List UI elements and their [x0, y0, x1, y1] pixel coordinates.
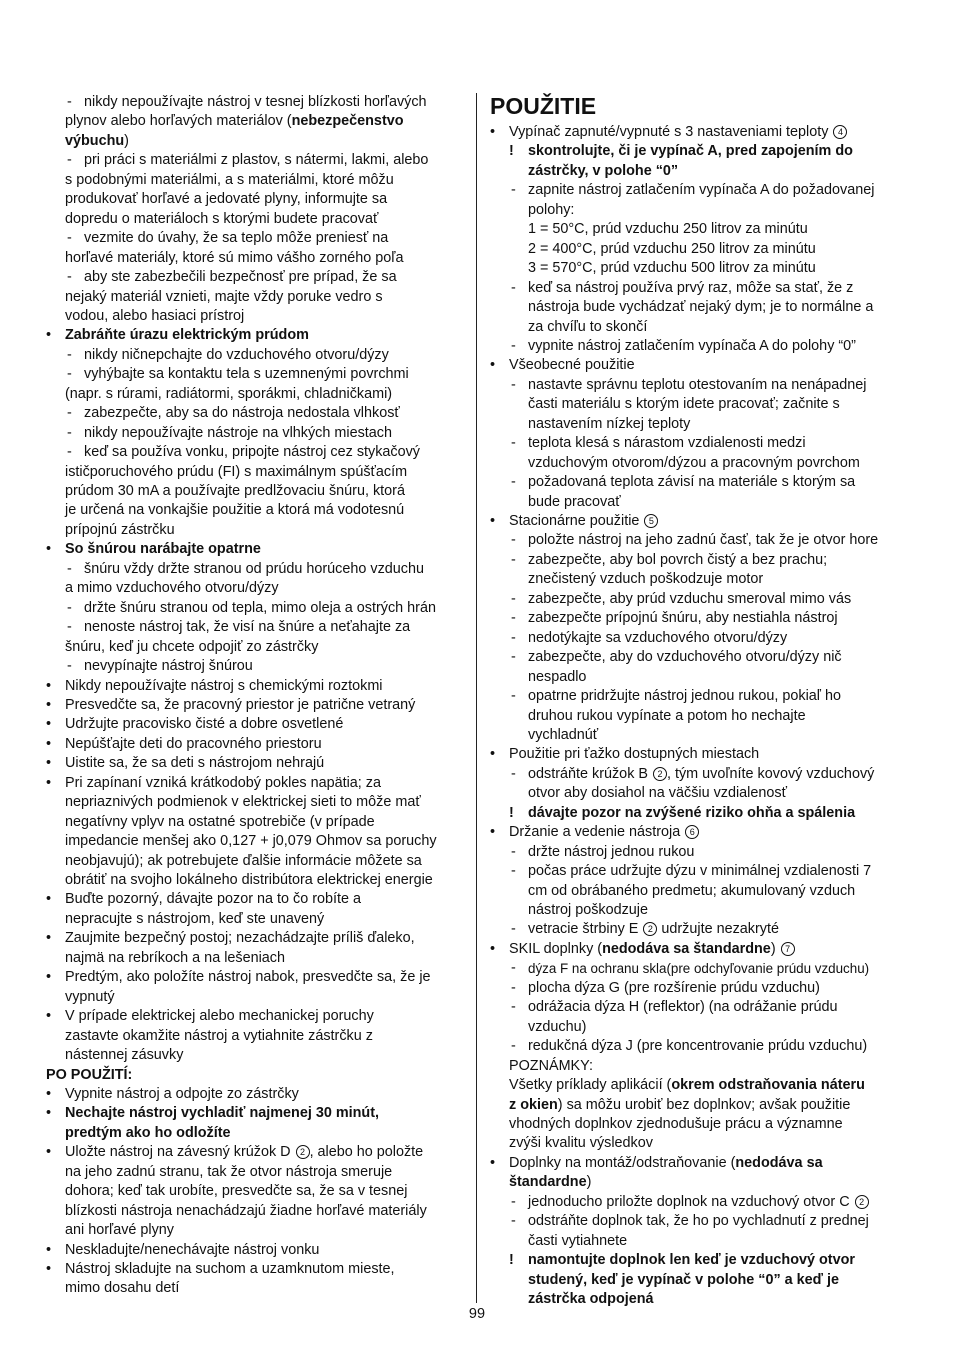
line-text: Presvedčte sa, že pracovný priestor je patrične vetraný: [65, 696, 416, 713]
line-text: prúdom 30 mA a používajte predlžovaciu šnúru, ktorá: [65, 483, 405, 499]
dash-marker: -: [67, 619, 72, 636]
line-text: neobjavujú); ak potrebujete ďalšie informácie môžete sa: [65, 852, 422, 869]
line-text: držte šnúru stranou od tepla, mimo oleja a ostrých hrán: [84, 599, 436, 616]
bullet-marker: •: [46, 969, 52, 986]
line-text: odrážacia dýza H (reflektor) (na odrážanie prúdu: [528, 999, 838, 1016]
dash-marker: -: [511, 843, 516, 860]
line-text: dohora; keď tak urobíte, presvedčte sa, že sa v tesnej: [65, 1183, 408, 1200]
line-text: nastavte správnu teplotu otestovaním na nenápadnej: [528, 376, 867, 393]
bullet-marker: •: [46, 1085, 52, 1102]
dash-marker: -: [511, 590, 516, 607]
text-run: Všetky príklady aplikácií (: [509, 1077, 672, 1094]
dash-marker: -: [511, 999, 516, 1016]
dash-marker: -: [67, 230, 72, 247]
text-run: Držanie a vedenie nástroja: [509, 824, 685, 841]
figure-reference-number: 5: [644, 514, 658, 528]
dash-marker: -: [511, 376, 516, 393]
line-text: šnúru vždy držte stranou od prúdu horúceho vzduchu: [84, 560, 424, 577]
warning-marker: !: [509, 143, 514, 160]
text-run: udržujte nezakryté: [657, 921, 779, 938]
line-text: 2 = 400°C, prúd vzduchu 250 litrov za minútu: [528, 240, 816, 257]
line-text: nikdy nepoužívajte nástroje na vlhkých miestach: [84, 424, 392, 441]
dash-marker: -: [511, 629, 516, 646]
line-text: Nepúšťajte deti do pracovného priestoru: [65, 735, 322, 752]
line-text: prípojnú zástrčku: [65, 521, 175, 538]
line-text: [509, 1173, 591, 1193]
text-run: jednoducho priložte doplnok na vzduchový otvor C: [528, 1193, 854, 1210]
line-text: držte nástroj jednou rukou: [528, 843, 695, 860]
text-run: odstráňte krúžok B: [528, 765, 652, 782]
dash-marker: -: [511, 921, 516, 938]
bullet-marker: •: [46, 891, 52, 908]
line-text: [528, 920, 779, 940]
dash-marker: -: [511, 1038, 516, 1055]
bullet-marker: •: [490, 357, 496, 374]
dash-marker: -: [67, 599, 72, 616]
line-text: Uistite sa, že sa deti s nástrojom nehrajú: [65, 755, 325, 772]
bullet-marker: •: [46, 755, 52, 772]
text-run: Doplnky na montáž/odstraňovanie (: [509, 1154, 736, 1171]
bullet-marker: •: [46, 541, 52, 558]
line-text: Všeobecné použitie: [509, 357, 635, 374]
line-text: predtým ako ho odložíte: [65, 1124, 231, 1141]
figure-reference-number: 2: [855, 1195, 869, 1209]
dash-marker: -: [67, 94, 72, 110]
line-text: aby ste zabezbečili bezpečnosť pre prípad, že sa: [84, 269, 397, 286]
dash-marker: -: [511, 863, 516, 880]
text-run: , tým uvoľníte kovový vzduchový: [666, 765, 875, 782]
line-text: vhodných doplnkov zjednodušuje prácu a významne: [509, 1115, 843, 1132]
dash-marker: -: [67, 346, 72, 363]
text-run: nedodáva sa: [735, 1154, 823, 1171]
dash-marker: -: [511, 1193, 516, 1210]
line-text: Udržujte pracovisko čisté a dobre osvetlené: [65, 716, 344, 733]
dash-marker: -: [511, 435, 516, 452]
text-run: Uložte nástroj na závesný krúžok D: [65, 1144, 295, 1161]
line-text: zabezpečte, aby bol povrch čistý a bez prachu;: [528, 551, 828, 568]
line-text: namontujte doplnok len keď je vzduchový otvor: [528, 1252, 855, 1269]
line-text: vezmite do úvahy, že sa teplo môže preniesť na: [84, 230, 389, 247]
line-text: ističporuchového prúdu (FI) s maximálnym spúšťacím: [65, 463, 408, 480]
line-text: najmä na rebríkoch a na lešeniach: [65, 949, 285, 966]
line-text: odstráňte doplnok tak, že ho po vychladnutí z prednej: [528, 1213, 869, 1230]
line-text: nespadlo: [528, 668, 587, 685]
line-text: dávajte pozor na zvýšené riziko ohňa a spálenia: [528, 804, 856, 821]
line-text: POZNÁMKY:: [509, 1057, 593, 1074]
dash-marker: -: [67, 269, 72, 286]
dash-marker: -: [67, 444, 72, 461]
warning-marker: !: [509, 1252, 514, 1269]
line-text: PO POUŽITÍ:: [46, 1066, 133, 1083]
line-text: [509, 1096, 850, 1116]
bullet-marker: •: [46, 930, 52, 947]
line-text: dýza F na ochranu skla(pre odchyľovanie prúdu vzduchu): [528, 961, 870, 977]
dash-marker: -: [511, 960, 516, 977]
line-text: [509, 823, 699, 843]
line-text: požadovaná teplota závisí na materiále s ktorým sa: [528, 474, 856, 491]
line-text: redukčná dýza J (pre koncentrovanie prúdu vzduchu): [528, 1038, 868, 1055]
line-text: nástroja bude vychádzať nejaký dym; je to normálne a: [528, 299, 874, 316]
line-text: Pri zapínaní vzniká krátkodobý pokles napätia; za: [65, 774, 381, 791]
line-text: dopredu o materiáloch s ktorými budete pracovať: [65, 210, 379, 227]
line-text: zastavte okamžite nástroj a vytiahnite zástrčku z: [65, 1027, 373, 1044]
line-text: položte nástroj na jeho zadnú časť, tak že je otvor hore: [528, 532, 879, 549]
line-text: 1 = 50°C, prúd vzduchu 250 litrov za minútu: [528, 221, 808, 238]
line-text: ani horľavé plyny: [65, 1222, 174, 1239]
bullet-marker: •: [490, 940, 496, 957]
text-run: okrem odstraňovania náteru: [671, 1077, 865, 1094]
bullet-marker: •: [46, 327, 52, 344]
line-text: cm od obrábaného predmetu; akumulovaný vzduch: [528, 882, 856, 899]
line-text: keď sa používa vonku, pripojte nástroj cez stykačový: [84, 444, 420, 461]
dash-marker: -: [511, 1213, 516, 1230]
line-text: zabezpečte, aby sa do nástroja nedostala vlhkosť: [84, 405, 400, 422]
bullet-marker: •: [490, 1154, 496, 1171]
bullet-marker: •: [46, 1008, 52, 1025]
line-text: [509, 1154, 823, 1174]
line-text: obrátiť na svojho lokálneho distribútora elektrickej energie: [65, 872, 433, 888]
text-run: výbuchu: [65, 132, 125, 149]
text-run: Stacionárne použitie: [509, 513, 644, 529]
bullet-marker: •: [46, 1241, 52, 1258]
bullet-marker: •: [46, 677, 52, 694]
line-text: vodou, alebo hasiaci prístroj: [65, 307, 245, 324]
line-text: Nikdy nepoužívajte nástroj s chemickými roztokmi: [65, 677, 383, 694]
line-text: vypnutý: [65, 988, 115, 1005]
text-run: vetracie štrbiny E: [528, 921, 643, 938]
text-run: ): [770, 940, 780, 957]
line-text: keď sa nástroj používa prvý raz, môže sa stať, že z: [528, 279, 854, 296]
line-text: mimo dosahu detí: [65, 1280, 180, 1297]
line-text: nejaký materiál vznieti, majte vždy poruke vedro s: [65, 288, 383, 305]
line-text: je určená na vonkajšie použitie a ktorá má vodotesnú: [65, 502, 405, 519]
figure-reference-number: 2: [653, 767, 667, 781]
line-text: blízkosti nástroja nenachádzajú žiadne horľavé materiály: [65, 1202, 427, 1219]
dash-marker: -: [67, 366, 72, 383]
line-text: nedotýkajte sa vzduchového otvoru/dýzy: [528, 629, 788, 646]
line-text: Predtým, ako položíte nástroj nabok, presvedčte sa, že je: [65, 969, 431, 986]
dash-marker: -: [511, 474, 516, 491]
line-text: znečistený vzduch poškodzuje motor: [528, 571, 764, 588]
line-text: pri práci s materiálmi z plastov, s nátermi, lakmi, alebo: [84, 152, 429, 169]
line-text: vychladnúť: [528, 726, 599, 743]
line-text: s podobnými materiálmi, a s materiálmi, ktoré môžu: [65, 171, 394, 188]
text-run: Vypínač zapnuté/vypnuté s 3 nastaveniami teploty: [509, 124, 833, 140]
figure-reference-number: 6: [685, 825, 699, 839]
text-run: nebezpečenstvo: [291, 113, 404, 130]
line-text: zabezpečte prípojnú šnúru, aby nestiahla nástroj: [528, 610, 838, 627]
line-text: polohy:: [528, 201, 575, 218]
bullet-marker: •: [490, 513, 496, 529]
figure-reference-number: 4: [833, 125, 847, 139]
figure-reference-number: 2: [643, 922, 657, 936]
line-text: horľavé materiály, ktoré sú mimo vášho zorného poľa: [65, 249, 404, 266]
line-text: vzduchovým otvorom/dýzou a pracovným povrchom: [528, 454, 860, 471]
text-run: plynov alebo horľavých materiálov (: [65, 113, 292, 130]
text-run: SKIL doplnky (: [509, 940, 603, 957]
line-text: šnúru, keď ju chcete odpojiť zo zástrčky: [65, 638, 319, 655]
dash-marker: -: [511, 337, 516, 354]
line-text: za chvíľu to skončí: [528, 318, 648, 335]
dash-marker: -: [511, 979, 516, 996]
line-text: nastavením nízkej teploty: [528, 415, 691, 432]
bullet-marker: •: [46, 1105, 52, 1122]
text-run: ): [124, 132, 129, 149]
line-text: nevypínajte nástroj šnúrou: [84, 658, 253, 675]
line-text: Použitie pri ťažko dostupných miestach: [509, 746, 760, 763]
line-text: So šnúrou narábajte opatrne: [65, 541, 261, 558]
text-run: z okien: [509, 1096, 558, 1113]
line-text: časti materiálu s ktorým idete pracovať; začnite s: [528, 396, 840, 413]
bullet-marker: •: [46, 716, 52, 733]
line-text: Zabráňte úrazu elektrickým prúdom: [65, 327, 309, 344]
line-text: nástennej zásuvky: [65, 1047, 184, 1064]
line-text: bude pracovať: [528, 493, 621, 510]
dash-marker: -: [67, 424, 72, 441]
line-text: negatívny vplyv na ostatné spotrebiče (v prípade: [65, 813, 375, 830]
line-text: 3 = 570°C, prúd vzduchu 500 litrov za minútu: [528, 260, 816, 277]
line-text: [528, 1193, 869, 1213]
dash-marker: -: [511, 551, 516, 568]
line-text: Nechajte nástroj vychladiť najmenej 30 minút,: [65, 1105, 379, 1122]
line-text: nepracujte s nástrojom, keď ste unavený: [65, 910, 325, 927]
line-text: [528, 765, 874, 785]
line-text: druhou rukou vypínate a potom ho nechajte: [528, 707, 806, 724]
line-text: zabezpečte, aby do vzduchového otvoru/dýzy nič: [528, 649, 842, 666]
line-text: Zaujmite bezpečný postoj; nezachádzajte príliš ďaleko,: [65, 930, 415, 947]
line-text: nepriaznivých podmienok v elektrickej sieti to môže mať: [65, 794, 421, 811]
line-text: na jeho zadnú stranu, tak že otvor nástroja smeruje: [65, 1163, 393, 1180]
line-text: vypnite nástroj zatlačením vypínača A do polohy “0”: [528, 337, 856, 354]
dash-marker: -: [67, 658, 72, 675]
bullet-marker: •: [490, 124, 496, 140]
line-text: otvor aby dosiahol na väčšiu vzdialenosť: [528, 785, 787, 802]
line-text: [65, 112, 404, 132]
bullet-marker: •: [46, 1144, 52, 1161]
line-text: a mimo vzduchového otvoru/dýzy: [65, 580, 279, 597]
line-text: zapnite nástroj zatlačením vypínača A do požadovanej: [528, 182, 875, 199]
line-text: zvýši kvalitu výsledkov: [509, 1135, 653, 1152]
text-run: nedodáva sa štandardne: [602, 940, 771, 957]
line-text: [509, 1076, 865, 1096]
line-text: Vypnite nástroj a odpojte zo zástrčky: [65, 1085, 299, 1102]
line-text: nikdy nepoužívajte nástroj v tesnej blízkosti horľavých: [84, 94, 427, 110]
line-text: vzduchu): [528, 1018, 587, 1035]
figure-reference-number: 2: [296, 1145, 310, 1159]
page-number: 99: [468, 1306, 486, 1322]
dash-marker: -: [511, 765, 516, 782]
dash-marker: -: [511, 279, 516, 296]
line-text: zástrčky, v polohe “0”: [528, 162, 679, 179]
line-text: (napr. s rúrami, radiátormi, sporákmi, chladničkami): [65, 385, 393, 402]
line-text: [509, 512, 658, 532]
dash-marker: -: [511, 532, 516, 549]
dash-marker: -: [67, 560, 72, 577]
line-text: nenoste nástroj tak, že visí na šnúre a neťahajte za: [84, 619, 411, 636]
line-text: [65, 1143, 423, 1163]
line-text: [509, 940, 795, 960]
line-text: produkovať horľavé a jedovaté plyny, informujte sa: [65, 191, 388, 208]
dash-marker: -: [67, 152, 72, 169]
section-heading: POUŽITIE: [490, 93, 597, 119]
figure-reference-number: 7: [781, 942, 795, 956]
line-text: [509, 123, 847, 143]
text-run: štandardne: [509, 1174, 587, 1191]
line-text: počas práce udržujte dýzu v minimálnej vzdialenosti 7: [528, 863, 872, 880]
line-text: V prípade elektrickej alebo mechanickej poruchy: [65, 1008, 374, 1025]
dash-marker: -: [67, 405, 72, 422]
line-text: nástroj poškodzuje: [528, 902, 648, 918]
dash-marker: -: [511, 649, 516, 666]
line-text: studený, keď je vypínač v polohe “0” a keď je: [528, 1271, 840, 1288]
line-text: časti vytiahnete: [528, 1232, 628, 1249]
dash-marker: -: [511, 182, 516, 199]
line-text: zástrčka odpojená: [528, 1291, 654, 1307]
bullet-marker: •: [490, 746, 496, 763]
bullet-marker: •: [490, 824, 496, 841]
bullet-marker: •: [46, 696, 52, 713]
line-text: zabezpečte, aby prúd vzduchu smeroval mimo vás: [528, 590, 852, 607]
line-text: teplota klesá s nárastom vzdialenosti medzi: [528, 435, 806, 452]
line-text: Neskladujte/nenechávajte nástroj vonku: [65, 1241, 320, 1258]
line-text: plocha dýza G (pre rozšírenie prúdu vzduchu): [528, 979, 820, 996]
bullet-marker: •: [46, 1261, 52, 1277]
line-text: Nástroj skladujte na suchom a uzamknutom mieste,: [65, 1261, 395, 1277]
text-run: ) sa môžu urobiť bez doplnkov; avšak použitie: [557, 1096, 851, 1113]
line-text: impedancie menšej ako 0,127 + j0,079 Ohmov sa poruchy: [65, 833, 437, 850]
line-text: skontrolujte, či je vypínač A, pred zapojením do: [528, 143, 853, 160]
dash-marker: -: [511, 610, 516, 627]
bullet-marker: •: [46, 774, 52, 791]
line-text: [65, 132, 129, 152]
column-divider: [476, 93, 477, 1303]
line-text: opatrne pridržujte nástroj jednou rukou, pokiaľ ho: [528, 688, 841, 705]
dash-marker: -: [511, 688, 516, 705]
bullet-marker: •: [46, 735, 52, 752]
warning-marker: !: [509, 804, 514, 821]
text-run: , alebo ho položte: [309, 1144, 424, 1161]
line-text: vyhýbajte sa kontaktu tela s uzemnenými povrchmi: [84, 366, 409, 383]
line-text: Buďte pozorný, dávajte pozor na to čo robíte a: [65, 891, 362, 908]
text-run: ): [586, 1174, 592, 1191]
line-text: nikdy ničnepchajte do vzduchového otvoru/dýzy: [84, 346, 389, 363]
